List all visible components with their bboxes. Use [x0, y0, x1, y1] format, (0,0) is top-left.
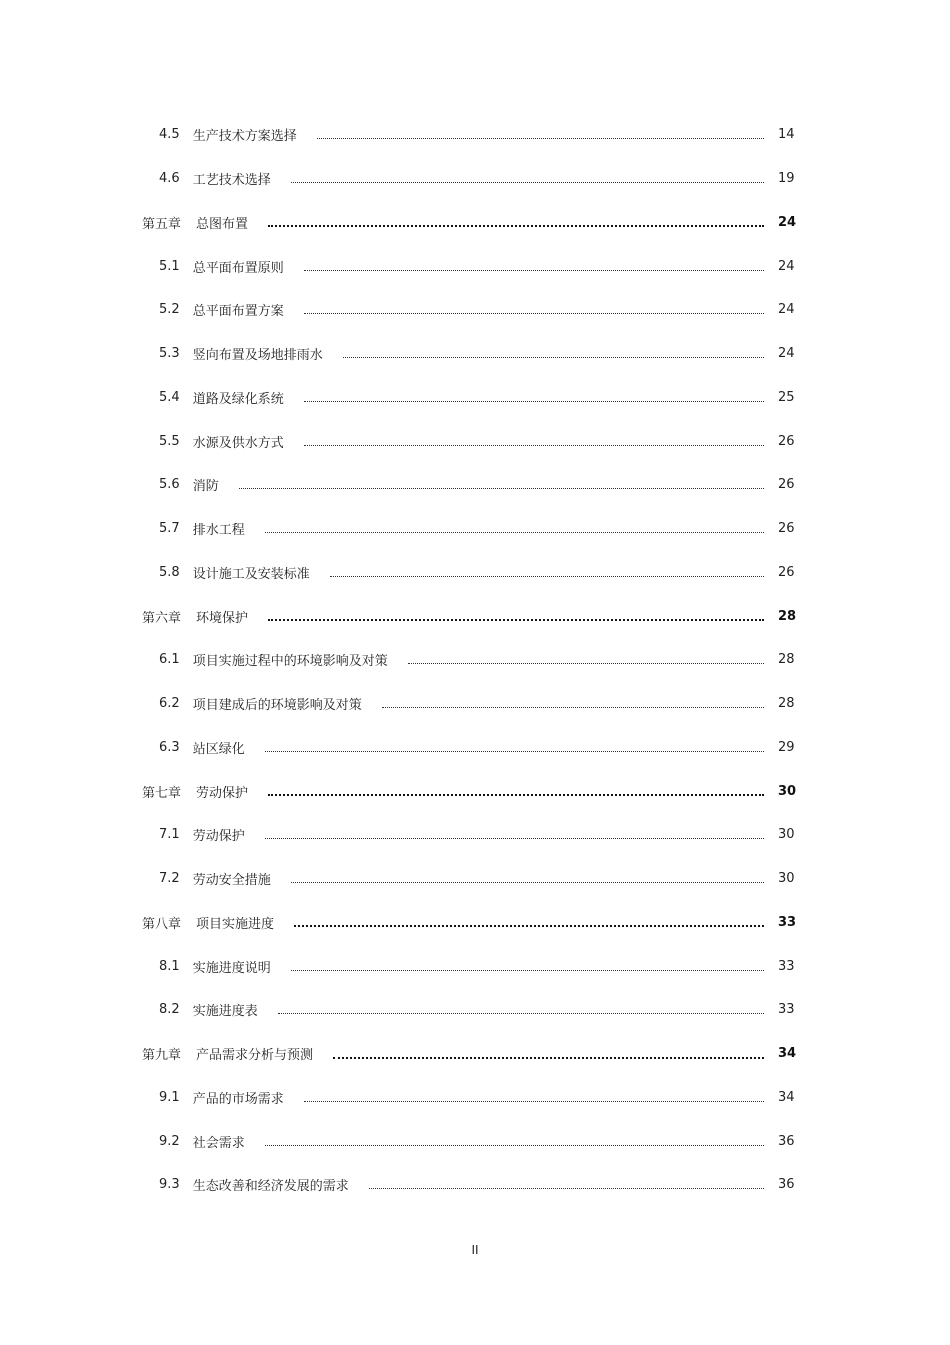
toc-entry-title: 产品需求分析与预测 [196, 1048, 314, 1064]
toc-entry-page-number: 24 [778, 346, 795, 362]
toc-dot-leader [291, 882, 764, 883]
toc-section-entry[interactable] [0, 638, 950, 682]
toc-section-entry[interactable] [0, 507, 950, 551]
toc-entry-number: 4.5 [159, 127, 180, 143]
toc-entry-number: 5.6 [159, 477, 180, 493]
toc-entry-title: 设计施工及安装标准 [192, 566, 310, 582]
toc-entry-number: 8.1 [159, 958, 180, 974]
toc-entry-title: 生产技术方案选择 [192, 129, 297, 145]
toc-entry-number: 5.3 [159, 346, 180, 362]
toc-dot-leader [239, 488, 764, 489]
toc-entry-title: 工艺技术选择 [192, 173, 271, 189]
toc-dot-leader [317, 138, 764, 139]
toc-dot-leader [291, 970, 764, 971]
toc-dot-leader [268, 794, 764, 796]
toc-entry-page-number: 34 [778, 1046, 797, 1062]
toc-dot-leader [265, 532, 764, 533]
toc-entry-page-number: 33 [778, 914, 797, 930]
toc-entry-number: 4.6 [159, 171, 180, 187]
toc-entry-number: 5.7 [159, 521, 180, 537]
toc-section-entry[interactable] [0, 332, 950, 376]
toc-section-entry[interactable] [0, 988, 950, 1032]
toc-dot-leader [304, 313, 764, 314]
toc-dot-leader [265, 838, 764, 839]
toc-entry-title: 竖向布置及场地排雨水 [192, 348, 323, 364]
toc-dot-leader [265, 751, 764, 752]
toc-dot-leader [333, 1057, 764, 1059]
toc-entry-title: 排水工程 [192, 523, 245, 539]
toc-entry-number: 5.1 [159, 258, 180, 274]
toc-entry-number: 9.1 [159, 1089, 180, 1105]
toc-entry-number: 7.1 [159, 827, 180, 843]
toc-section-entry[interactable] [0, 113, 950, 157]
toc-entry-page-number: 25 [778, 389, 795, 405]
toc-section-entry[interactable] [0, 1076, 950, 1120]
toc-entry-number: 第六章 [142, 610, 182, 626]
toc-section-entry[interactable] [0, 157, 950, 201]
toc-entry-page-number: 30 [778, 783, 797, 799]
toc-chapter-entry[interactable] [0, 901, 950, 945]
page-footer-number: II [471, 1243, 479, 1257]
toc-dot-leader [294, 925, 764, 927]
toc-entry-title: 水源及供水方式 [192, 435, 284, 451]
toc-entry-number: 7.2 [159, 871, 180, 887]
toc-section-entry[interactable] [0, 857, 950, 901]
toc-entry-page-number: 26 [778, 477, 795, 493]
toc-entry-number: 6.2 [159, 696, 180, 712]
toc-section-entry[interactable] [0, 944, 950, 988]
toc-dot-leader [265, 1145, 764, 1146]
toc-entry-page-number: 36 [778, 1177, 795, 1193]
toc-entry-title: 总平面布置原则 [192, 260, 284, 276]
toc-entry-number: 第七章 [142, 785, 182, 801]
toc-entry-number: 9.2 [159, 1133, 180, 1149]
toc-entry-title: 劳动安全措施 [192, 873, 271, 889]
toc-dot-leader [330, 576, 764, 577]
toc-entry-title: 劳动保护 [192, 829, 245, 845]
toc-dot-leader [304, 445, 764, 446]
toc-entry-page-number: 26 [778, 433, 795, 449]
toc-entry-page-number: 36 [778, 1133, 795, 1149]
toc-entry-number: 5.5 [159, 433, 180, 449]
toc-section-entry[interactable] [0, 1119, 950, 1163]
toc-entry-title: 项目建成后的环境影响及对策 [192, 698, 362, 714]
toc-section-entry[interactable] [0, 463, 950, 507]
toc-entry-number: 第九章 [142, 1048, 182, 1064]
toc-entry-page-number: 34 [778, 1089, 795, 1105]
toc-section-entry[interactable] [0, 244, 950, 288]
toc-dot-leader [304, 1101, 764, 1102]
toc-entry-number: 5.2 [159, 302, 180, 318]
toc-entry-number: 5.4 [159, 389, 180, 405]
toc-entry-number: 第八章 [142, 916, 182, 932]
toc-entry-page-number: 26 [778, 521, 795, 537]
toc-entry-number: 6.3 [159, 739, 180, 755]
toc-entry-number: 9.3 [159, 1177, 180, 1193]
toc-entry-page-number: 33 [778, 958, 795, 974]
toc-entry-number: 5.8 [159, 564, 180, 580]
toc-entry-page-number: 26 [778, 564, 795, 580]
toc-entry-title: 项目实施过程中的环境影响及对策 [192, 654, 388, 670]
toc-entry-title: 总平面布置方案 [192, 304, 284, 320]
toc-section-entry[interactable] [0, 419, 950, 463]
toc-entry-page-number: 28 [778, 608, 797, 624]
toc-entry-number: 第五章 [142, 216, 182, 232]
toc-entry-page-number: 24 [778, 258, 795, 274]
toc-dot-leader [268, 225, 764, 227]
toc-dot-leader [408, 663, 764, 664]
toc-entry-title: 实施进度说明 [192, 960, 271, 976]
toc-entry-page-number: 30 [778, 871, 795, 887]
toc-entry-title: 实施进度表 [192, 1004, 258, 1020]
toc-entry-number: 6.1 [159, 652, 180, 668]
table-of-contents [0, 113, 950, 1207]
toc-dot-leader [343, 357, 764, 358]
toc-entry-title: 道路及绿化系统 [192, 391, 284, 407]
toc-dot-leader [369, 1188, 764, 1189]
toc-entry-title: 社会需求 [192, 1135, 245, 1151]
toc-entry-number: 8.2 [159, 1002, 180, 1018]
toc-dot-leader [291, 182, 764, 183]
toc-chapter-entry[interactable] [0, 769, 950, 813]
toc-entry-page-number: 14 [778, 127, 795, 143]
toc-section-entry[interactable] [0, 551, 950, 595]
toc-section-entry[interactable] [0, 288, 950, 332]
toc-entry-page-number: 29 [778, 739, 795, 755]
toc-section-entry[interactable] [0, 813, 950, 857]
toc-entry-title: 产品的市场需求 [192, 1091, 284, 1107]
toc-entry-title: 劳动保护 [196, 785, 249, 801]
toc-entry-page-number: 30 [778, 827, 795, 843]
toc-entry-title: 环境保护 [196, 610, 249, 626]
toc-section-entry[interactable] [0, 376, 950, 420]
toc-section-entry[interactable] [0, 682, 950, 726]
toc-section-entry[interactable] [0, 726, 950, 770]
toc-chapter-entry[interactable] [0, 1032, 950, 1076]
toc-entry-page-number: 19 [778, 171, 795, 187]
toc-entry-title: 总图布置 [196, 216, 249, 232]
toc-dot-leader [278, 1013, 764, 1014]
toc-entry-page-number: 28 [778, 696, 795, 712]
toc-dot-leader [304, 401, 764, 402]
toc-entry-title: 生态改善和经济发展的需求 [192, 1179, 349, 1195]
toc-entry-page-number: 28 [778, 652, 795, 668]
toc-chapter-entry[interactable] [0, 201, 950, 245]
toc-entry-title: 项目实施进度 [196, 916, 275, 932]
toc-section-entry[interactable] [0, 1163, 950, 1207]
toc-dot-leader [304, 270, 764, 271]
toc-entry-title: 站区绿化 [192, 741, 245, 757]
toc-entry-page-number: 24 [778, 214, 797, 230]
toc-chapter-entry[interactable] [0, 594, 950, 638]
toc-dot-leader [382, 707, 764, 708]
toc-entry-page-number: 24 [778, 302, 795, 318]
toc-entry-page-number: 33 [778, 1002, 795, 1018]
toc-dot-leader [268, 619, 764, 621]
toc-entry-title: 消防 [192, 479, 219, 495]
